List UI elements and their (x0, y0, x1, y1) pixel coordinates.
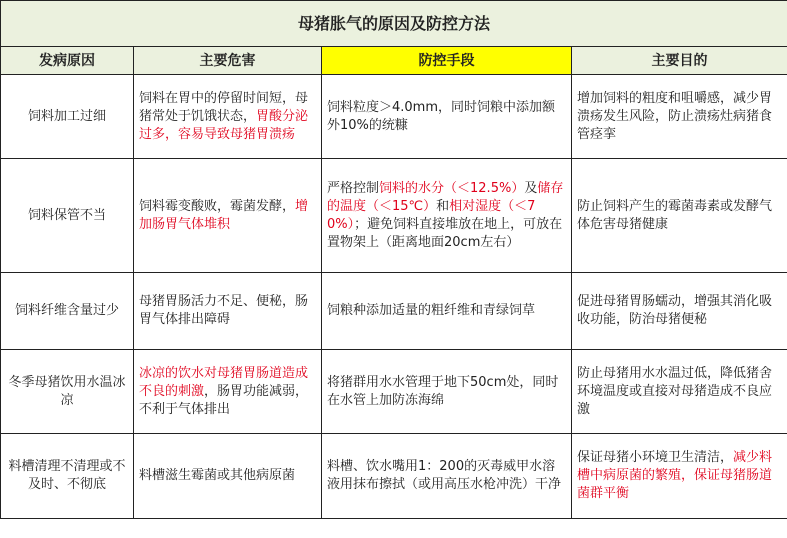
cell-text: 及 (524, 180, 538, 196)
header-purpose: 主要目的 (572, 47, 787, 75)
cell-text: 料槽滋生霉菌或其他病原菌 (139, 468, 296, 483)
highlight-text: 饲料的水分（＜12.5%） (379, 180, 525, 196)
highlight-text: 储存的温度（＜15℃） (327, 180, 564, 214)
highlight-text: 增加肠胃气体堆积 (139, 198, 309, 232)
harm-cell (134, 159, 322, 273)
purpose-cell (572, 350, 787, 434)
table-row (1, 159, 787, 273)
highlight-text: 胃酸分泌过多，容易导致母猪胃溃疡 (139, 108, 309, 142)
cause-cell: 饲料保管不当 (1, 159, 134, 273)
purpose-cell (572, 159, 787, 273)
harm-cell (134, 75, 322, 159)
cell-text: 和 (436, 198, 450, 214)
header-control: 防控手段 (322, 47, 572, 75)
cause-cell: 冬季母猪饮用水温冰凉 (1, 350, 134, 434)
title-row (1, 1, 787, 47)
table-row (1, 350, 787, 434)
cell-text: 促进母猪胃肠蠕动，增强其消化吸收功能，防治母猪便秘 (577, 294, 773, 327)
purpose-cell (572, 75, 787, 159)
control-cell (322, 350, 572, 434)
cause-cell: 饲料纤维含量过少 (1, 273, 134, 350)
control-cell (322, 75, 572, 159)
cell-text: 饲料在胃中的停留时间短，母猪常处于饥饿状态， (139, 90, 309, 124)
cell-text: 饲粮种添加适量的粗纤维和青绿饲草 (327, 303, 536, 318)
purpose-cell (572, 434, 787, 519)
cause-cell: 料槽清理不清理或不及时、不彻底 (1, 434, 134, 519)
table-row (1, 434, 787, 519)
cell-text: ；避免饲料直接堆放在地上，可放在置物架上（距离地面20cm左右） (327, 216, 563, 250)
cell-text: 将猪群用水水管理于地下50cm处，同时在水管上加防冻海绵 (327, 374, 559, 408)
harm-cell (134, 273, 322, 350)
cell-text: 防止饲料产生的霉菌毒素或发酵气体危害母猪健康 (577, 198, 773, 232)
highlight-text: 减少料槽中病原菌的繁殖，保证母猪肠道菌群平衡 (577, 450, 773, 501)
cell-text: ，肠胃功能减弱，不利于气体排出 (139, 383, 309, 417)
table-row (1, 75, 787, 159)
cell-text: 保证母猪小环境卫生清洁， (577, 450, 734, 465)
header-row (1, 47, 787, 75)
cell-text: 增加饲料的粗度和咀嚼感，减少胃溃疡发生风险，防止溃疡灶病猪食管痉挛 (577, 90, 773, 142)
table-title: 母猪胀气的原因及防控方法 (1, 1, 787, 47)
control-cell (322, 273, 572, 350)
control-cell (322, 159, 572, 273)
cell-text: 饲料霉变酸败，霉菌发酵， (139, 198, 296, 214)
cause-cell: 饲料加工过细 (1, 75, 134, 159)
control-cell (322, 434, 572, 519)
cell-text: 母猪胃肠活力不足、便秘，肠胃气体排出障碍 (139, 294, 309, 327)
header-cause: 发病原因 (1, 47, 134, 75)
cell-text: 饲料粒度＞4.0mm，同时饲粮中添加额外10%的统糠 (327, 99, 556, 133)
harm-cell (134, 350, 322, 434)
table-row (1, 273, 787, 350)
harm-cell (134, 434, 322, 519)
purpose-cell (572, 273, 787, 350)
cell-text: 料槽、饮水嘴用1：200的灭毒威甲水溶液用抹布擦拭（或用高压水枪冲洗）干净 (327, 459, 562, 492)
cell-text: 防止母猪用水水温过低，降低猪舍环境温度或直接对母猪造成不良应激 (577, 365, 773, 417)
cell-text: 严格控制 (327, 180, 380, 196)
header-harm: 主要危害 (134, 47, 322, 75)
highlight-text: 相对湿度（＜70%） (327, 198, 536, 232)
highlight-text: 冰凉的饮水对母猪胃肠道造成不良的刺激 (139, 365, 309, 399)
